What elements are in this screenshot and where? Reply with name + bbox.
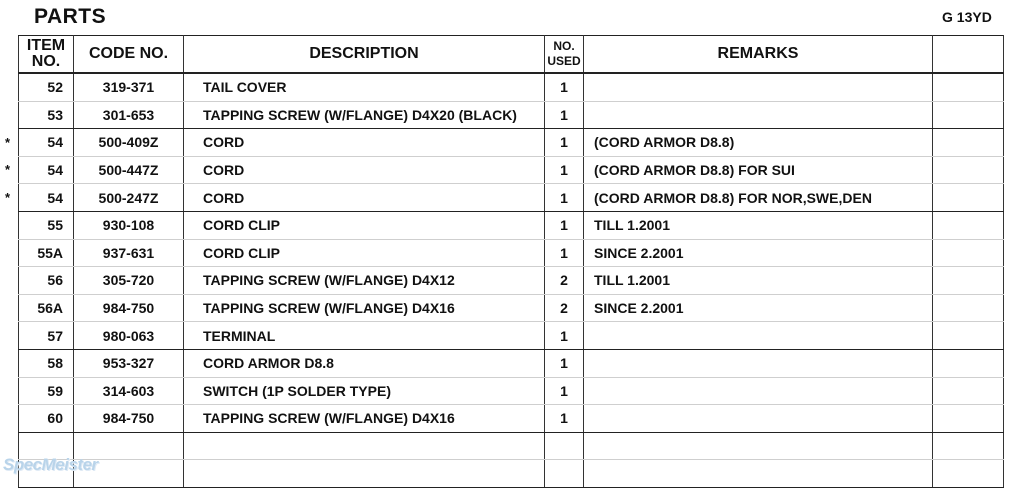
column-header-blank [933,36,1004,74]
cell-remarks [584,349,933,377]
cell-no-used: 1 [545,211,584,239]
cell-no-used [545,432,584,460]
cell-item-no: 56 [19,267,74,295]
cell-description: CORD [184,129,545,157]
column-header-used-line2: USED [547,54,581,68]
column-header-description: DESCRIPTION [184,36,545,74]
cell-remarks: (CORD ARMOR D8.8) FOR NOR,SWE,DEN [584,184,933,212]
cell-code-no: 500-409Z [74,129,184,157]
cell-blank [933,267,1004,295]
cell-remarks [584,432,933,460]
table-row [19,129,1004,157]
table-row [19,101,1004,129]
cell-description: TAPPING SCREW (W/FLANGE) D4X16 [184,294,545,322]
table-row [19,322,1004,350]
cell-blank [933,322,1004,350]
cell-item-no: 54 [19,156,74,184]
table-row [19,349,1004,377]
cell-description: CORD ARMOR D8.8 [184,349,545,377]
change-mark: * [5,134,11,150]
cell-no-used: 1 [545,239,584,267]
table-row [19,460,1004,488]
cell-description: CORD [184,156,545,184]
change-mark: * [5,189,11,205]
cell-no-used: 1 [545,349,584,377]
cell-description: TAIL COVER [184,73,545,101]
table-row [19,184,1004,212]
table-row [19,405,1004,433]
cell-remarks: TILL 1.2001 [584,267,933,295]
cell-code-no: 984-750 [74,294,184,322]
cell-blank [933,460,1004,488]
cell-code-no: 500-247Z [74,184,184,212]
watermark-logo: SpecMeister [3,455,98,474]
cell-no-used [545,460,584,488]
cell-code-no: 953-327 [74,349,184,377]
cell-blank [933,156,1004,184]
cell-no-used: 1 [545,73,584,101]
cell-item-no: 59 [19,377,74,405]
cell-description: SWITCH (1P SOLDER TYPE) [184,377,545,405]
cell-code-no: 319-371 [74,73,184,101]
cell-item-no: 55 [19,211,74,239]
cell-blank [933,432,1004,460]
column-header-remarks: REMARKS [584,36,933,74]
cell-remarks: SINCE 2.2001 [584,239,933,267]
cell-no-used: 1 [545,377,584,405]
cell-blank [933,73,1004,101]
cell-code-no: 930-108 [74,211,184,239]
cell-description: CORD [184,184,545,212]
cell-item-no: 54 [19,129,74,157]
cell-no-used: 1 [545,101,584,129]
page-title: PARTS [34,5,107,28]
cell-code-no: 500-447Z [74,156,184,184]
cell-code-no: 980-063 [74,322,184,350]
cell-description [184,460,545,488]
cell-item-no: 58 [19,349,74,377]
table-row [19,73,1004,101]
cell-item-no: 54 [19,184,74,212]
column-header-item-no [19,36,74,74]
table-row [19,239,1004,267]
cell-no-used: 1 [545,184,584,212]
cell-blank [933,349,1004,377]
column-header-no-used [545,36,584,74]
cell-no-used: 2 [545,267,584,295]
cell-code-no: 305-720 [74,267,184,295]
cell-blank [933,101,1004,129]
cell-remarks: SINCE 2.2001 [584,294,933,322]
table-row [19,156,1004,184]
table-row [19,377,1004,405]
cell-description: TAPPING SCREW (W/FLANGE) D4X16 [184,405,545,433]
column-header-code-no: CODE NO. [74,36,184,74]
cell-remarks [584,405,933,433]
cell-remarks: (CORD ARMOR D8.8) [584,129,933,157]
table-row [19,432,1004,460]
cell-description: CORD CLIP [184,239,545,267]
cell-remarks: TILL 1.2001 [584,211,933,239]
cell-blank [933,211,1004,239]
cell-item-no: 57 [19,322,74,350]
table-row [19,294,1004,322]
cell-remarks [584,322,933,350]
cell-code-no: 937-631 [74,239,184,267]
cell-blank [933,239,1004,267]
table-row [19,267,1004,295]
cell-code-no: 984-750 [74,405,184,433]
cell-description: TERMINAL [184,322,545,350]
table-row [19,211,1004,239]
cell-remarks [584,377,933,405]
cell-no-used: 2 [545,294,584,322]
cell-blank [933,129,1004,157]
cell-blank [933,377,1004,405]
cell-code-no: 314-603 [74,377,184,405]
cell-item-no: 60 [19,405,74,433]
change-mark: * [5,162,11,178]
cell-item-no: 55A [19,239,74,267]
table-header-row [19,36,1004,74]
column-header-item-line2: NO. [31,53,61,70]
cell-blank [933,405,1004,433]
cell-no-used: 1 [545,322,584,350]
cell-item-no: 53 [19,101,74,129]
cell-no-used: 1 [545,405,584,433]
cell-remarks [584,73,933,101]
parts-table [18,35,1004,488]
cell-no-used: 1 [545,129,584,157]
cell-remarks [584,460,933,488]
cell-description: TAPPING SCREW (W/FLANGE) D4X20 (BLACK) [184,101,545,129]
cell-code-no: 301-653 [74,101,184,129]
cell-blank [933,294,1004,322]
cell-remarks [584,101,933,129]
model-code: G 13YD [942,9,992,25]
cell-item-no: 52 [19,73,74,101]
column-header-item-line1: ITEM [26,37,66,54]
cell-no-used: 1 [545,156,584,184]
cell-blank [933,184,1004,212]
cell-description: CORD CLIP [184,211,545,239]
cell-description: TAPPING SCREW (W/FLANGE) D4X12 [184,267,545,295]
cell-item-no: 56A [19,294,74,322]
column-header-used-line1: NO. [553,39,575,53]
cell-description [184,432,545,460]
cell-remarks: (CORD ARMOR D8.8) FOR SUI [584,156,933,184]
